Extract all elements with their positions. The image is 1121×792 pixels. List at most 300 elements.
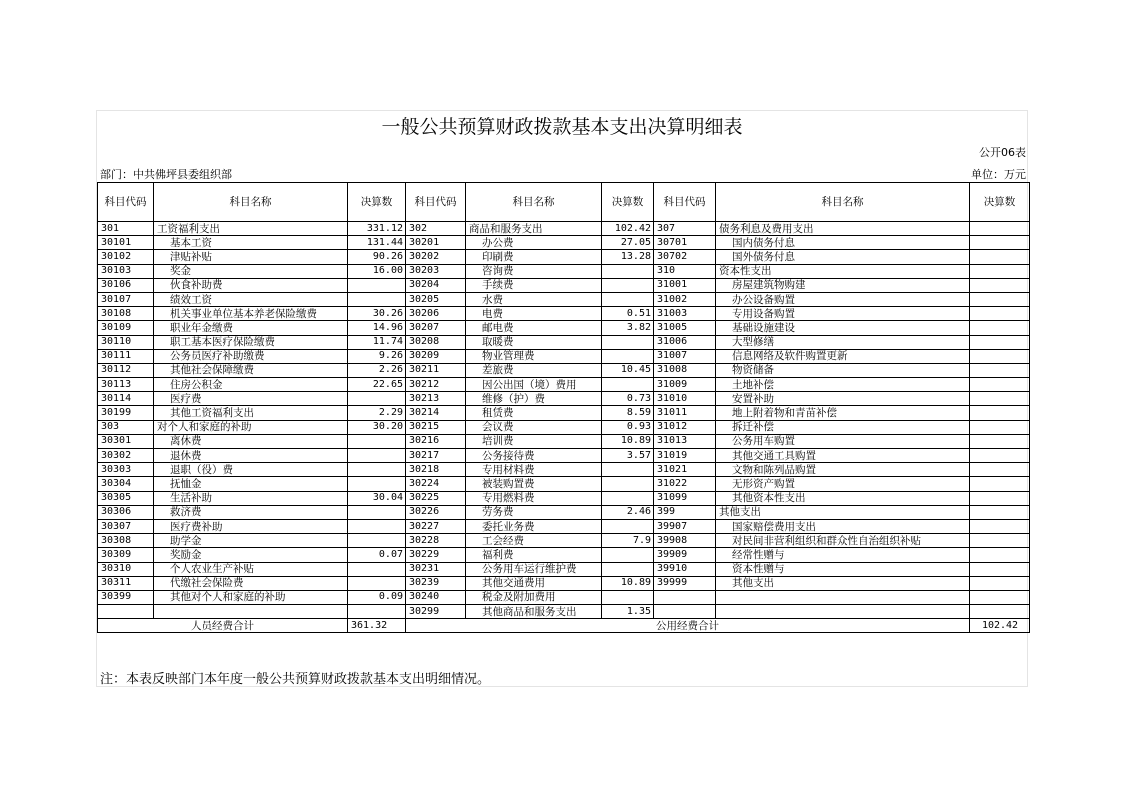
code-cell: [654, 590, 716, 604]
code-cell: 39908: [654, 534, 716, 548]
amount-cell: 16.00: [348, 264, 406, 278]
code-cell: 30106: [98, 278, 154, 292]
amount-cell: [602, 292, 654, 306]
amount-cell: [602, 590, 654, 604]
amount-cell: 9.26: [348, 349, 406, 363]
name-cell: 其他对个人和家庭的补助: [154, 590, 348, 604]
amount-cell: [970, 406, 1030, 420]
code-cell: 30311: [98, 576, 154, 590]
code-cell: 30226: [406, 505, 466, 519]
code-cell: 31021: [654, 463, 716, 477]
name-cell: 手续费: [466, 278, 602, 292]
code-cell: 30240: [406, 590, 466, 604]
header-cell: 科目名称: [716, 183, 970, 222]
name-cell: 劳务费: [466, 505, 602, 519]
name-cell: 医疗费: [154, 392, 348, 406]
code-cell: 39907: [654, 519, 716, 533]
code-cell: 30215: [406, 420, 466, 434]
amount-cell: [348, 434, 406, 448]
amount-cell: 30.20: [348, 420, 406, 434]
code-cell: 30102: [98, 250, 154, 264]
name-cell: 办公费: [466, 236, 602, 250]
name-cell: 其他支出: [716, 576, 970, 590]
code-cell: 30214: [406, 406, 466, 420]
code-cell: 30201: [406, 236, 466, 250]
name-cell: 地上附着物和青苗补偿: [716, 406, 970, 420]
code-cell: 30306: [98, 505, 154, 519]
amount-cell: [970, 335, 1030, 349]
name-cell: 国内债务付息: [716, 236, 970, 250]
table-row: [98, 392, 1030, 406]
table-row: [98, 292, 1030, 306]
code-cell: 39999: [654, 576, 716, 590]
name-cell: 福利费: [466, 548, 602, 562]
name-cell: 取暖费: [466, 335, 602, 349]
amount-cell: [970, 420, 1030, 434]
table-row: [98, 449, 1030, 463]
name-cell: 公务用车运行维护费: [466, 562, 602, 576]
amount-cell: 0.73: [602, 392, 654, 406]
amount-cell: [970, 519, 1030, 533]
table-row: [98, 562, 1030, 576]
amount-cell: 14.96: [348, 321, 406, 335]
name-cell: 公务接待费: [466, 449, 602, 463]
code-cell: 30229: [406, 548, 466, 562]
code-cell: 30228: [406, 534, 466, 548]
amount-cell: [970, 605, 1030, 619]
name-cell: 资本性支出: [716, 264, 970, 278]
name-cell: 文物和陈列品购置: [716, 463, 970, 477]
name-cell: 会议费: [466, 420, 602, 434]
table-row: [98, 605, 1030, 619]
table-row: [98, 590, 1030, 604]
amount-cell: [970, 222, 1030, 236]
name-cell: 资本性赠与: [716, 562, 970, 576]
name-cell: [154, 605, 348, 619]
amount-cell: [348, 534, 406, 548]
name-cell: 其他资本性支出: [716, 491, 970, 505]
header-cell: 科目代码: [406, 183, 466, 222]
amount-cell: 2.46: [602, 505, 654, 519]
name-cell: 大型修缮: [716, 335, 970, 349]
header-cell: 决算数: [348, 183, 406, 222]
amount-cell: 30.04: [348, 491, 406, 505]
amount-cell: 1.35: [602, 605, 654, 619]
amount-cell: [348, 449, 406, 463]
name-cell: 抚恤金: [154, 477, 348, 491]
code-cell: 30303: [98, 463, 154, 477]
code-cell: 302: [406, 222, 466, 236]
name-cell: 电费: [466, 307, 602, 321]
code-cell: 30205: [406, 292, 466, 306]
code-cell: 30225: [406, 491, 466, 505]
code-cell: 30299: [406, 605, 466, 619]
code-cell: 30112: [98, 363, 154, 377]
table-row: [98, 576, 1030, 590]
code-cell: 30218: [406, 463, 466, 477]
code-cell: 30231: [406, 562, 466, 576]
code-cell: 30202: [406, 250, 466, 264]
name-cell: 奖金: [154, 264, 348, 278]
header-cell: 科目代码: [98, 183, 154, 222]
amount-cell: [602, 278, 654, 292]
name-cell: 生活补助: [154, 491, 348, 505]
amount-cell: [970, 562, 1030, 576]
table-row: [98, 491, 1030, 505]
name-cell: 绩效工资: [154, 292, 348, 306]
name-cell: 房屋建筑物购建: [716, 278, 970, 292]
name-cell: 培训费: [466, 434, 602, 448]
amount-cell: 102.42: [602, 222, 654, 236]
amount-cell: [348, 392, 406, 406]
totals-row: [98, 619, 1030, 633]
code-cell: 30308: [98, 534, 154, 548]
code-cell: 30227: [406, 519, 466, 533]
name-cell: 办公设备购置: [716, 292, 970, 306]
name-cell: 工会经费: [466, 534, 602, 548]
table-row: [98, 349, 1030, 363]
code-cell: 30206: [406, 307, 466, 321]
amount-cell: [602, 562, 654, 576]
name-cell: 退休费: [154, 449, 348, 463]
amount-cell: 131.44: [348, 236, 406, 250]
amount-cell: [970, 349, 1030, 363]
name-cell: 其他商品和服务支出: [466, 605, 602, 619]
code-cell: 30310: [98, 562, 154, 576]
name-cell: 差旅费: [466, 363, 602, 377]
name-cell: 助学金: [154, 534, 348, 548]
name-cell: 公务员医疗补助缴费: [154, 349, 348, 363]
code-cell: 31002: [654, 292, 716, 306]
amount-cell: [970, 278, 1030, 292]
amount-cell: [970, 392, 1030, 406]
amount-cell: [970, 491, 1030, 505]
amount-cell: 22.65: [348, 378, 406, 392]
name-cell: 伙食补助费: [154, 278, 348, 292]
name-cell: 委托业务费: [466, 519, 602, 533]
code-cell: 30217: [406, 449, 466, 463]
table-row: [98, 548, 1030, 562]
code-cell: 30213: [406, 392, 466, 406]
name-cell: 代缴社会保险费: [154, 576, 348, 590]
amount-cell: 2.26: [348, 363, 406, 377]
amount-cell: 90.26: [348, 250, 406, 264]
footnote: 注：本表反映部门本年度一般公共预算财政拨款基本支出明细情况。: [100, 672, 491, 687]
code-cell: 30109: [98, 321, 154, 335]
amount-cell: [970, 236, 1030, 250]
amount-cell: [970, 250, 1030, 264]
name-cell: 离休费: [154, 434, 348, 448]
name-cell: 其他社会保障缴费: [154, 363, 348, 377]
amount-cell: [602, 477, 654, 491]
table-row: [98, 406, 1030, 420]
name-cell: 国外债务付息: [716, 250, 970, 264]
code-cell: 31013: [654, 434, 716, 448]
form-number: 公开06表: [979, 146, 1026, 159]
name-cell: 专用设备购置: [716, 307, 970, 321]
amount-cell: [970, 363, 1030, 377]
code-cell: 30113: [98, 378, 154, 392]
amount-cell: 10.89: [602, 434, 654, 448]
name-cell: 住房公积金: [154, 378, 348, 392]
amount-cell: [348, 463, 406, 477]
amount-cell: 27.05: [602, 236, 654, 250]
name-cell: 其他交通工具购置: [716, 449, 970, 463]
amount-cell: [970, 449, 1030, 463]
code-cell: 30216: [406, 434, 466, 448]
name-cell: 其他工资福利支出: [154, 406, 348, 420]
name-cell: 公务用车购置: [716, 434, 970, 448]
amount-cell: [348, 519, 406, 533]
code-cell: 30399: [98, 590, 154, 604]
amount-cell: 331.12: [348, 222, 406, 236]
report-title: 一般公共预算财政拨款基本支出决算明细表: [381, 116, 743, 138]
name-cell: 退职（役）费: [154, 463, 348, 477]
header-cell: 科目名称: [154, 183, 348, 222]
name-cell: 奖励金: [154, 548, 348, 562]
amount-cell: 11.74: [348, 335, 406, 349]
amount-cell: 2.29: [348, 406, 406, 420]
name-cell: 机关事业单位基本养老保险缴费: [154, 307, 348, 321]
table-row: [98, 519, 1030, 533]
name-cell: 其他交通费用: [466, 576, 602, 590]
code-cell: 30211: [406, 363, 466, 377]
amount-cell: [348, 605, 406, 619]
table-row: [98, 363, 1030, 377]
name-cell: 对民间非营利组织和群众性自治组织补贴: [716, 534, 970, 548]
amount-cell: [602, 548, 654, 562]
name-cell: [716, 605, 970, 619]
name-cell: 税金及附加费用: [466, 590, 602, 604]
personnel-total-label: 人员经费合计: [98, 619, 348, 633]
table-row: [98, 434, 1030, 448]
code-cell: 30302: [98, 449, 154, 463]
name-cell: 因公出国（境）费用: [466, 378, 602, 392]
amount-cell: [348, 477, 406, 491]
amount-cell: [970, 321, 1030, 335]
name-cell: 医疗费补助: [154, 519, 348, 533]
amount-cell: 8.59: [602, 406, 654, 420]
amount-cell: [970, 505, 1030, 519]
table-row: [98, 307, 1030, 321]
name-cell: 物资储备: [716, 363, 970, 377]
table-row: [98, 505, 1030, 519]
amount-cell: 0.09: [348, 590, 406, 604]
name-cell: 租赁费: [466, 406, 602, 420]
code-cell: 30304: [98, 477, 154, 491]
table-row: [98, 222, 1030, 236]
name-cell: 信息网络及软件购置更新: [716, 349, 970, 363]
code-cell: 30110: [98, 335, 154, 349]
code-cell: 30307: [98, 519, 154, 533]
name-cell: 被装购置费: [466, 477, 602, 491]
header-cell: 决算数: [602, 183, 654, 222]
name-cell: 无形资产购置: [716, 477, 970, 491]
public-total-label: 公用经费合计: [406, 619, 970, 633]
code-cell: 30101: [98, 236, 154, 250]
name-cell: 印刷费: [466, 250, 602, 264]
amount-cell: 3.57: [602, 449, 654, 463]
amount-cell: 10.89: [602, 576, 654, 590]
code-cell: 30212: [406, 378, 466, 392]
name-cell: 专用燃料费: [466, 491, 602, 505]
code-cell: 301: [98, 222, 154, 236]
code-cell: 30107: [98, 292, 154, 306]
code-cell: 31099: [654, 491, 716, 505]
code-cell: 399: [654, 505, 716, 519]
code-cell: 30309: [98, 548, 154, 562]
code-cell: 30239: [406, 576, 466, 590]
code-cell: 30108: [98, 307, 154, 321]
amount-cell: 3.82: [602, 321, 654, 335]
table-row: [98, 534, 1030, 548]
amount-cell: 13.28: [602, 250, 654, 264]
table-row: [98, 463, 1030, 477]
table-row: [98, 236, 1030, 250]
name-cell: 商品和服务支出: [466, 222, 602, 236]
code-cell: [98, 605, 154, 619]
name-cell: 咨询费: [466, 264, 602, 278]
amount-cell: [348, 505, 406, 519]
code-cell: 310: [654, 264, 716, 278]
name-cell: 拆迁补偿: [716, 420, 970, 434]
code-cell: 31019: [654, 449, 716, 463]
name-cell: 职工基本医疗保险缴费: [154, 335, 348, 349]
name-cell: 职业年金缴费: [154, 321, 348, 335]
code-cell: 31007: [654, 349, 716, 363]
department-label: 部门：中共佛坪县委组织部: [100, 168, 232, 181]
name-cell: 对个人和家庭的补助: [154, 420, 348, 434]
amount-cell: 10.45: [602, 363, 654, 377]
code-cell: 30209: [406, 349, 466, 363]
name-cell: 个人农业生产补贴: [154, 562, 348, 576]
expenditure-table: [97, 182, 1030, 633]
code-cell: 31008: [654, 363, 716, 377]
amount-cell: [970, 534, 1030, 548]
code-cell: 30111: [98, 349, 154, 363]
code-cell: 31010: [654, 392, 716, 406]
code-cell: 31011: [654, 406, 716, 420]
public-total-value: 102.42: [970, 619, 1030, 633]
amount-cell: [602, 378, 654, 392]
header-row: [98, 183, 1030, 222]
amount-cell: 30.26: [348, 307, 406, 321]
name-cell: 安置补助: [716, 392, 970, 406]
code-cell: 31012: [654, 420, 716, 434]
amount-cell: [970, 292, 1030, 306]
amount-cell: [970, 548, 1030, 562]
table-row: [98, 250, 1030, 264]
name-cell: 专用材料费: [466, 463, 602, 477]
code-cell: 303: [98, 420, 154, 434]
table-row: [98, 335, 1030, 349]
amount-cell: [602, 463, 654, 477]
code-cell: 30114: [98, 392, 154, 406]
amount-cell: [970, 477, 1030, 491]
table-row: [98, 264, 1030, 278]
name-cell: [716, 590, 970, 604]
table-row: [98, 477, 1030, 491]
name-cell: 维修（护）费: [466, 392, 602, 406]
code-cell: 31001: [654, 278, 716, 292]
code-cell: 30301: [98, 434, 154, 448]
code-cell: 30224: [406, 477, 466, 491]
header-cell: 科目名称: [466, 183, 602, 222]
name-cell: 工资福利支出: [154, 222, 348, 236]
personnel-total-value: 361.32: [348, 619, 406, 633]
amount-cell: [602, 264, 654, 278]
amount-cell: [970, 307, 1030, 321]
amount-cell: 0.07: [348, 548, 406, 562]
name-cell: 津贴补贴: [154, 250, 348, 264]
code-cell: 30702: [654, 250, 716, 264]
name-cell: 其他支出: [716, 505, 970, 519]
amount-cell: [602, 519, 654, 533]
amount-cell: [970, 378, 1030, 392]
amount-cell: 0.93: [602, 420, 654, 434]
name-cell: 土地补偿: [716, 378, 970, 392]
name-cell: 基础设施建设: [716, 321, 970, 335]
code-cell: 31006: [654, 335, 716, 349]
code-cell: 39909: [654, 548, 716, 562]
table-row: [98, 278, 1030, 292]
name-cell: 经常性赠与: [716, 548, 970, 562]
table-row: [98, 321, 1030, 335]
code-cell: 30305: [98, 491, 154, 505]
amount-cell: [970, 590, 1030, 604]
code-cell: 31009: [654, 378, 716, 392]
code-cell: [654, 605, 716, 619]
table-row: [98, 420, 1030, 434]
code-cell: 31003: [654, 307, 716, 321]
header-cell: 科目代码: [654, 183, 716, 222]
name-cell: 国家赔偿费用支出: [716, 519, 970, 533]
code-cell: 30701: [654, 236, 716, 250]
amount-cell: 0.51: [602, 307, 654, 321]
amount-cell: [348, 562, 406, 576]
code-cell: 31022: [654, 477, 716, 491]
name-cell: 基本工资: [154, 236, 348, 250]
amount-cell: [970, 576, 1030, 590]
amount-cell: 7.9: [602, 534, 654, 548]
name-cell: 邮电费: [466, 321, 602, 335]
name-cell: 救济费: [154, 505, 348, 519]
amount-cell: [970, 434, 1030, 448]
header-cell: 决算数: [970, 183, 1030, 222]
amount-cell: [970, 463, 1030, 477]
amount-cell: [348, 278, 406, 292]
code-cell: 30203: [406, 264, 466, 278]
code-cell: 30208: [406, 335, 466, 349]
table-row: [98, 378, 1030, 392]
amount-cell: [348, 576, 406, 590]
code-cell: 30204: [406, 278, 466, 292]
code-cell: 30207: [406, 321, 466, 335]
amount-cell: [602, 491, 654, 505]
amount-cell: [970, 264, 1030, 278]
name-cell: 债务利息及费用支出: [716, 222, 970, 236]
code-cell: 30103: [98, 264, 154, 278]
unit-label: 单位：万元: [971, 168, 1026, 181]
amount-cell: [602, 349, 654, 363]
amount-cell: [602, 335, 654, 349]
code-cell: 31005: [654, 321, 716, 335]
code-cell: 307: [654, 222, 716, 236]
code-cell: 39910: [654, 562, 716, 576]
code-cell: 30199: [98, 406, 154, 420]
name-cell: 水费: [466, 292, 602, 306]
name-cell: 物业管理费: [466, 349, 602, 363]
